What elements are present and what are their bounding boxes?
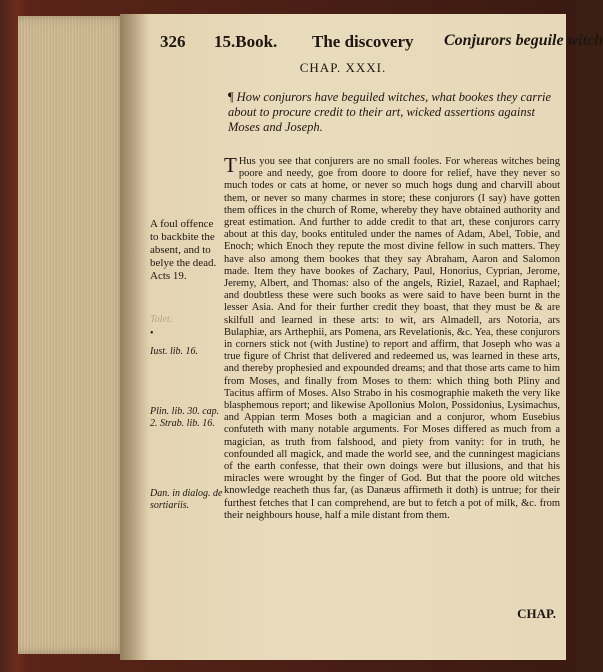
margin-note-pliny: Plin. lib. 30. cap. 2. Strab. lib. 16. [150, 406, 220, 429]
margin-note-danaeus: Dan. in dialog. de sortiariis. [150, 488, 223, 511]
page-edges [18, 16, 128, 654]
chapter-title: CHAP. XXXI. [299, 60, 387, 75]
book-page [120, 14, 603, 660]
drop-cap: T [224, 153, 237, 177]
margin-note-justine: Iust. lib. 16. [150, 346, 199, 357]
pilcrow-icon: ¶ [228, 90, 234, 104]
body-text [224, 153, 560, 522]
chapter-heading-text: How conjurors have beguiled witches, what bookes they carrie about to procure credit to their art, wicked assertions against Moses and Joseph. [228, 90, 552, 134]
margin-note-tolet: Tolet. [150, 314, 173, 325]
book-label: 15.Book. [214, 32, 278, 51]
page-number: 326 [160, 32, 186, 51]
margin-note-offence: A foul offence to backbite the absent, and to belye the dead. Acts 19. [150, 218, 217, 282]
margin-note-bullet: • [150, 328, 154, 339]
running-title: The discovery [312, 32, 414, 51]
chapter-heading [228, 90, 558, 135]
body-paragraph: Hus you see that conjurers are no small fooles. For whereas witches being poore and needy, goe from doore to doore for relief, have they never so much todes or cats at home, or never so much hogs dung and charvill about them, or never so many charmes in store; these conjurors (I say) have gotten them offices in the church of Rome, whereby they have obtained authority and great estimation. And further to adde credit to that art, these conjurors carry about at this day, books entituled under the names of Adam, Abel, Tobie, and Enoch; which Enoch they repute the most divine fellow in such matters. They have also among them bookes that they say Abraham, Aaron and Salomon made. Item they have bookes of Zachary, Paul, Honorius, Cyprian, Jerome, Jeremy, Albert, and Thomas: also of the angels, Riziel, Razael, and Raphael; and doubtless these were such books as were said to have been burnt in the lesser Asia. And for their further credit they boast, that they must be & are skilfull and learned in these arts: to wit, ars Almadell, ars Notoria, ars Bulaphiæ, ars Arthephii, ars Pomena, ars Revelationis, &c. Yea, these conjurors in corners stick not (with Justine) to report and affirm, that Joseph who was a true figure of Christ that delivered and redeemed us, was learned in these arts, and thereby prophesied and expounded dreams; and that those arts came to him from Moses, and finally from Moses to them: which thing both Pliny and Tacitus affirm of Moses. Also Strabo in his cosmographie maketh the very like blasphemous report; and likewise Apollonius Molon, Possidonius, Lysimachus, and Appian term Moses both a magician and a conjuror, whom Eusebius confuteth with many notable arguments. For Moses differed as much from a magician, as truth from falshood, and piety from vanity: for in truth, he confounded all magick, and made the world see, and the cunningest magicians of the earth confesse, that their own doings were but illusions, and that his miracles were wrought by the finger of God. But that the poore old witches knowledge reacheth thus far, (as Danæus affirmeth it doth) is untrue; for their furthest fetches that I can comprehend, are but to fetch a pot of milk, &c. from their neighbours house, half a mile distant from them. [224, 156, 560, 521]
running-line: Conjurors beguile witch [444, 32, 603, 49]
running-head [160, 30, 603, 56]
catchword: CHAP. [517, 606, 556, 621]
gutter-shadow [120, 14, 150, 660]
